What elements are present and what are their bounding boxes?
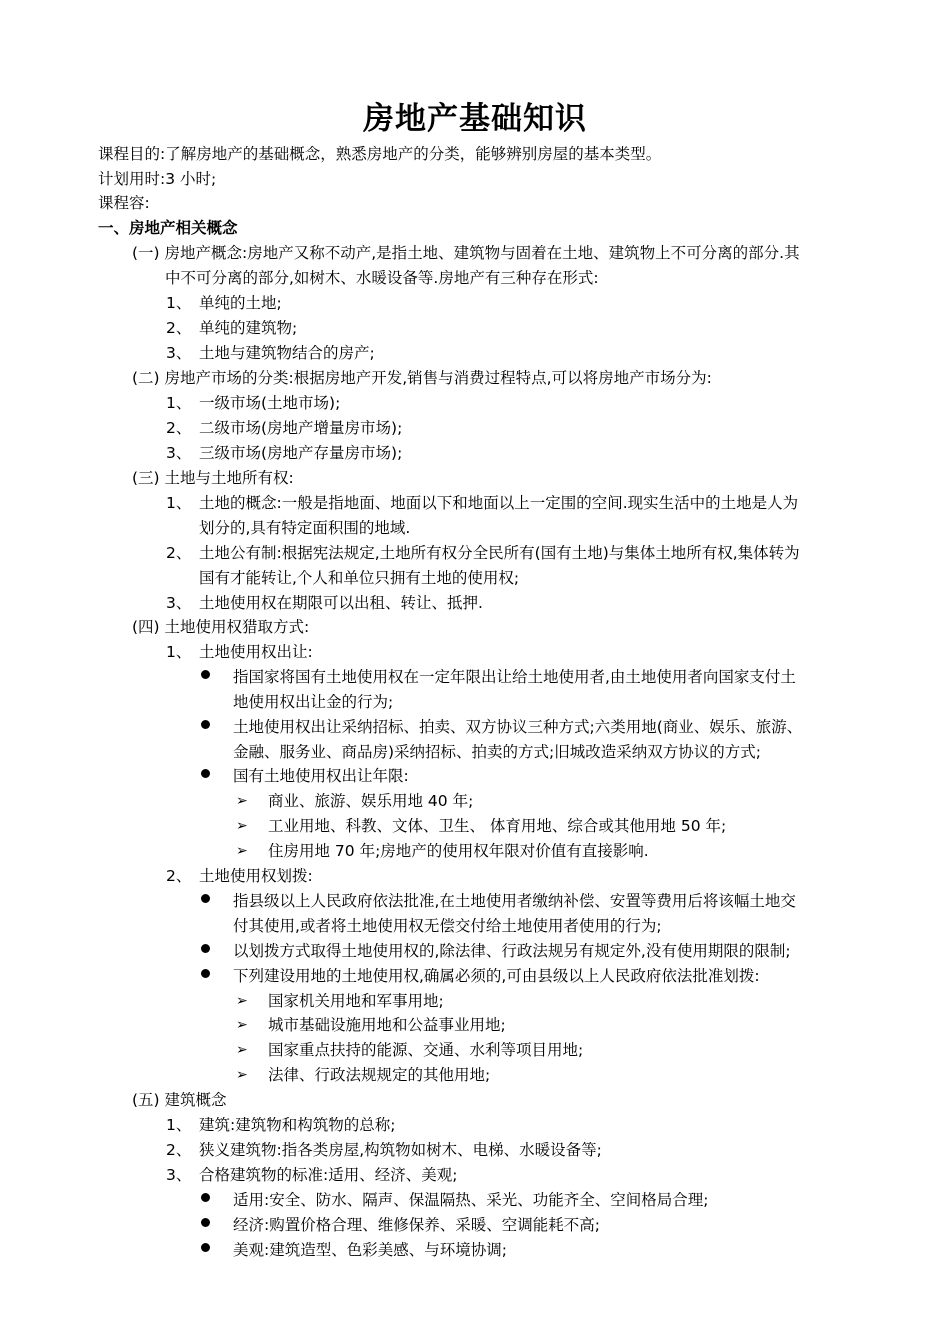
paragraph-4-label: (四) 土地使用权猎取方式: [132,618,310,636]
bullet-item: 下列建设用地的土地使用权,确属必须的,可由县级以上人民政府依法批准划拨: [233,967,760,985]
arrow-item: 国家重点扶持的能源、交通、水利等项目用地; [268,1041,584,1059]
list-item: 土地与建筑物结合的房产; [199,344,375,362]
course-hours: 计划用时:3 小时; [98,170,217,188]
list-item: 单纯的建筑物; [199,319,298,337]
list-item: 一级市场(土地市场); [199,394,341,412]
bullet-icon [201,969,210,978]
bullet-icon [201,720,210,729]
arrow-bullet-icon: ➢ [236,1067,248,1083]
course-goal: 课程目的:了解房地产的基础概念，熟悉房地产的分类，能够辨别房屋的基本类型。 [98,145,662,163]
bullet-icon [201,1243,210,1252]
arrow-bullet-icon: ➢ [236,1042,248,1058]
bullet-icon [201,894,210,903]
arrow-item: 住房用地 70 年;房地产的使用权年限对价值有直接影响. [268,842,649,860]
list-item: 合格建筑物的标准:适用、经济、美观; [199,1166,458,1184]
bullet-item-continuation: 付其使用,或者将土地使用权无偿交付给土地使用者使用的行为; [233,917,662,935]
paragraph-3-label: (三) 土地与土地所有权: [132,469,294,487]
list-number: 3、 [166,594,192,612]
bullet-item-continuation: 金融、服务业、商品房)采纳招标、拍卖的方式;旧城改造采纳双方协议的方式; [233,743,761,761]
list-item: 土地使用权出让: [199,643,313,661]
arrow-item: 法律、行政法规规定的其他用地; [268,1066,491,1084]
list-number: 3、 [166,444,192,462]
arrow-item: 工业用地、科教、文体、卫生、 体育用地、综合或其他用地 50 年; [268,817,727,835]
bullet-icon [201,1218,210,1227]
list-item: 土地使用权在期限可以出租、转让、抵押. [199,594,483,612]
list-number: 1、 [166,294,192,312]
arrow-bullet-icon: ➢ [236,993,248,1009]
arrow-item: 商业、旅游、娱乐用地 40 年; [268,792,474,810]
list-number: 1、 [166,1116,192,1134]
list-number: 1、 [166,494,192,512]
arrow-bullet-icon: ➢ [236,793,248,809]
bullet-icon [201,769,210,778]
list-item: 土地公有制:根据宪法规定,土地所有权分全民所有(国有土地)与集体土地所有权,集体转为 [199,544,800,562]
bullet-item: 经济:购置价格合理、维修保养、采暖、空调能耗不高; [233,1216,600,1234]
section-heading: 一、房地产相关概念 [98,219,238,237]
bullet-item: 指县级以上人民政府依法批准,在土地使用者缴纳补偿、安置等费用后将该幅土地交 [233,892,796,910]
bullet-item: 以划拨方式取得土地使用权的,除法律、行政法规另有规定外,没有使用期限的限制; [233,942,791,960]
bullet-icon [201,1193,210,1202]
list-number: 1、 [166,643,192,661]
list-item: 二级市场(房地产增量房市场); [199,419,403,437]
paragraph-1-continuation: 中不可分离的部分,如树木、水暖设备等.房地产有三种存在形式: [165,269,599,287]
list-item: 土地使用权划拨: [199,867,313,885]
bullet-item: 土地使用权出让采纳招标、拍卖、双方协议三种方式;六类用地(商业、娱乐、旅游、 [233,718,803,736]
arrow-bullet-icon: ➢ [236,843,248,859]
course-content-label: 课程容: [98,194,150,212]
list-number: 2、 [166,319,192,337]
document-title: 房地产基础知识 [363,101,587,137]
list-item: 单纯的土地; [199,294,282,312]
list-item-continuation: 划分的,具有特定面积围的地域. [199,519,411,537]
list-item: 狭义建筑物:指各类房屋,构筑物如树木、电梯、水暖设备等; [199,1141,602,1159]
list-item-continuation: 国有才能转让,个人和单位只拥有土地的使用权; [199,569,520,587]
arrow-bullet-icon: ➢ [236,818,248,834]
bullet-item: 适用:安全、防水、隔声、保温隔热、采光、功能齐全、空间格局合理; [233,1191,709,1209]
paragraph-2-label: (二) 房地产市场的分类:根据房地产开发,销售与消费过程特点,可以将房地产市场分为: [132,369,712,387]
list-number: 3、 [166,1166,192,1184]
bullet-item: 指国家将国有土地使用权在一定年限出让给土地使用者,由土地使用者向国家支付土 [233,668,796,686]
bullet-icon [201,670,210,679]
bullet-item-continuation: 地使用权出让金的行为; [233,693,394,711]
list-number: 2、 [166,867,192,885]
list-item: 三级市场(房地产存量房市场); [199,444,403,462]
paragraph-1-label: (一) 房地产概念:房地产又称不动产,是指土地、建筑物与固着在土地、建筑物上不可分离的部分.其 [132,244,800,262]
list-number: 1、 [166,394,192,412]
bullet-icon [201,944,210,953]
list-number: 2、 [166,1141,192,1159]
arrow-bullet-icon: ➢ [236,1017,248,1033]
bullet-item: 美观:建筑造型、色彩美感、与环境协调; [233,1241,507,1259]
list-number: 3、 [166,344,192,362]
list-item: 土地的概念:一般是指地面、地面以下和地面以上一定围的空间.现实生活中的土地是人为 [199,494,799,512]
arrow-item: 城市基础设施用地和公益事业用地; [268,1016,506,1034]
list-number: 2、 [166,419,192,437]
list-number: 2、 [166,544,192,562]
list-item: 建筑:建筑物和构筑物的总称; [199,1116,396,1134]
paragraph-5-label: (五) 建筑概念 [132,1091,227,1109]
bullet-item: 国有土地使用权出让年限: [233,767,409,785]
arrow-item: 国家机关用地和军事用地; [268,992,444,1010]
